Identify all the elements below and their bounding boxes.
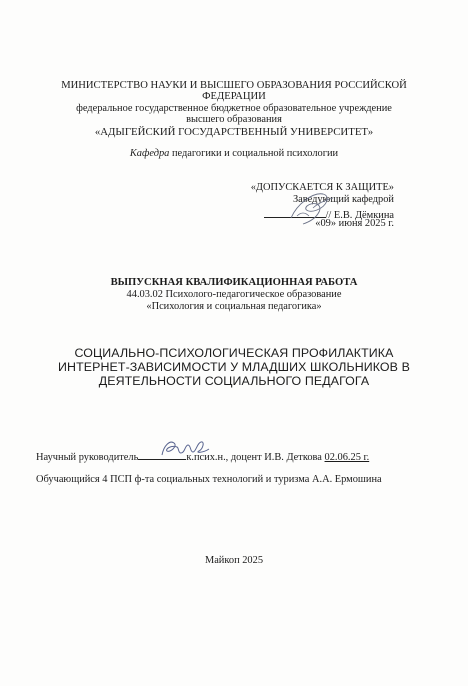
institution-line-2: высшего образования bbox=[186, 114, 282, 125]
approval-name: // Е.В. Дёмкина bbox=[325, 210, 394, 221]
ministry-line-1: МИНИСТЕРСТВО НАУКИ И ВЫСШЕГО ОБРАЗОВАНИЯ РОССИЙСКОЙ bbox=[61, 80, 407, 91]
university-name: «АДЫГЕЙСКИЙ ГОСУДАРСТВЕННЫЙ УНИВЕРСИТЕТ» bbox=[94, 126, 374, 138]
topic-line-2: ИНТЕРНЕТ-ЗАВИСИМОСТИ У МЛАДШИХ ШКОЛЬНИКОВ В bbox=[58, 360, 410, 374]
approval-date: «09» июня 2025 г. bbox=[315, 218, 394, 229]
work-direction: 44.03.02 Психолого-педагогическое образование bbox=[126, 289, 342, 300]
approval-title: «ДОПУСКАЕТСЯ К ЗАЩИТЕ» bbox=[250, 182, 394, 193]
supervisor-line bbox=[36, 448, 369, 464]
city-year: Майкоп 2025 bbox=[204, 555, 264, 566]
work-type: ВЫПУСКНАЯ КВАЛИФИКАЦИОННАЯ РАБОТА bbox=[110, 277, 358, 288]
institution-line-1: федеральное государственное бюджетное образовательное учреждение bbox=[76, 103, 392, 114]
supervisor-date: 02.06.25 г. bbox=[324, 452, 370, 463]
signature-line bbox=[264, 206, 326, 218]
supervisor-signature-line bbox=[138, 448, 186, 460]
department-name: педагогики и социальной психологии bbox=[169, 148, 339, 159]
topic-line-1: СОЦИАЛЬНО-ПСИХОЛОГИЧЕСКАЯ ПРОФИЛАКТИКА bbox=[74, 346, 394, 360]
topic-line-3: ДЕЯТЕЛЬНОСТИ СОЦИАЛЬНОГО ПЕДАГОГА bbox=[98, 374, 370, 388]
department-label: Кафедра bbox=[129, 148, 170, 159]
approval-position: Заведующий кафедрой bbox=[292, 194, 394, 205]
department-line bbox=[0, 148, 468, 160]
work-profile: «Психология и социальная педагогика» bbox=[146, 301, 322, 312]
supervisor-details: к.псих.н., доцент И.В. Деткова bbox=[186, 452, 322, 463]
ministry-line-2: ФЕДЕРАЦИИ bbox=[202, 91, 266, 102]
student-line: Обучающийся 4 ПСП ф-та социальных технологий и туризма А.А. Ермошина bbox=[36, 474, 382, 485]
supervisor-label: Научный руководитель bbox=[36, 452, 139, 463]
